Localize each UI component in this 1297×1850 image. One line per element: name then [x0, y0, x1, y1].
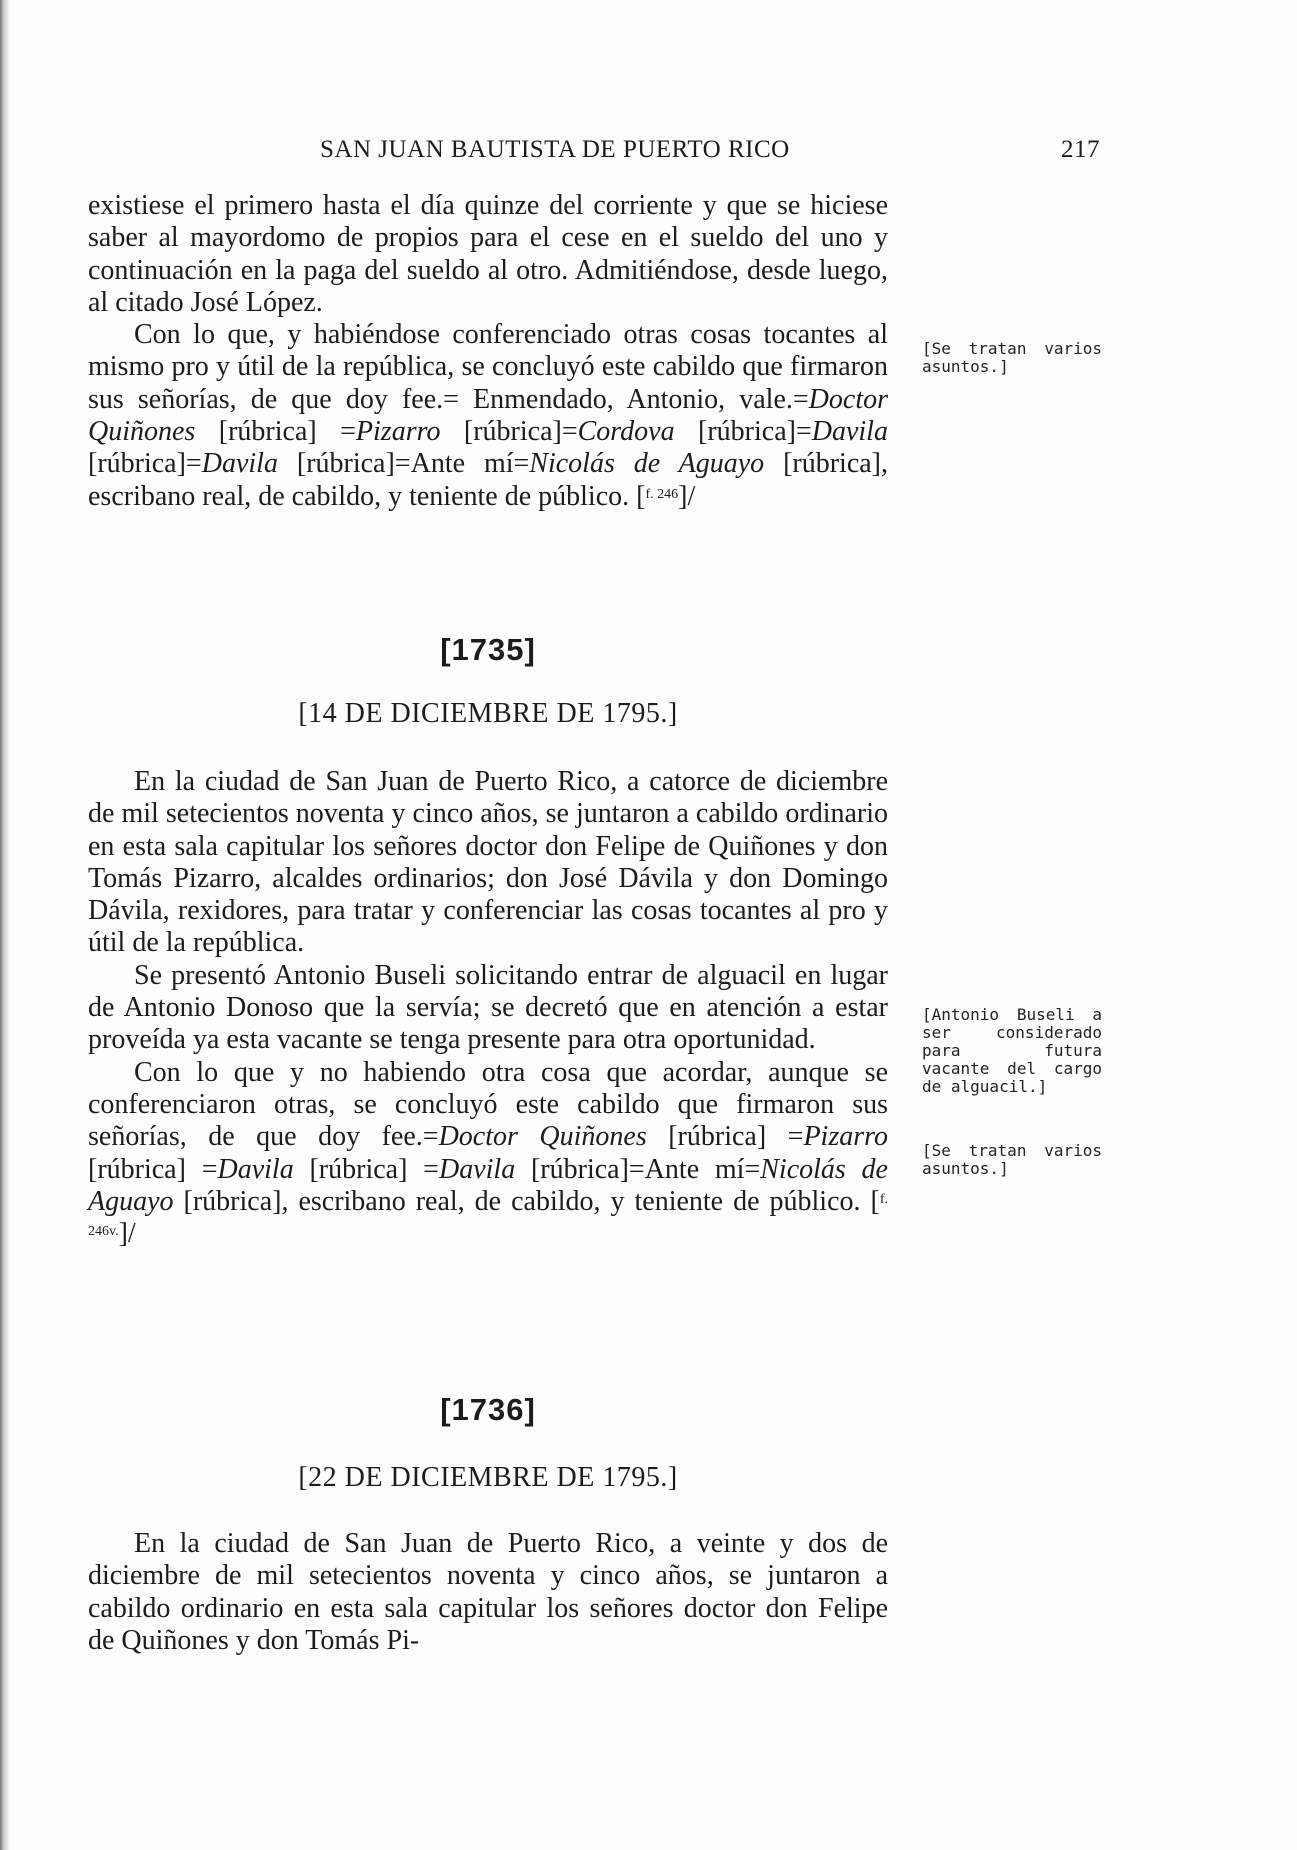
document-number-1735: [1735]	[440, 632, 536, 667]
rubrica-2: [rúbrica]=	[440, 416, 578, 448]
rubrica-6: [rúbrica], escribano real, de cabildo, y teniente de público.	[88, 448, 889, 512]
signature-davila-2: Davila	[201, 448, 278, 480]
rubrica-1: [rúbrica] =	[646, 1121, 804, 1153]
signature-quinones: Doctor Quiñones	[438, 1121, 647, 1153]
signature-davila-1: Davila	[217, 1153, 294, 1185]
document-number-1736: [1736]	[440, 1392, 536, 1427]
running-head-title: SAN JUAN BAUTISTA DE PUERTO RICO	[320, 136, 790, 163]
signature-davila-1: Davila	[811, 416, 888, 448]
marginal-note-1: [Se tratan varios asuntos.]	[922, 339, 1102, 376]
continuation-text	[88, 190, 888, 513]
signature-quinones: Doctor Quiñones	[88, 383, 888, 448]
doc-1735-paragraph-3	[88, 1057, 888, 1251]
page-edge-shadow	[0, 0, 10, 1850]
rubrica-2: [rúbrica] =	[88, 1153, 218, 1185]
doc-1735-closing-text: Con lo que y no habiendo otra cosa que acordar, aunque se conferenciaron otras, se concluyó este cabildo que firmaron sus señorías, de que doy fee.=	[88, 1056, 888, 1153]
continuation-paragraph-1: existiese el primero hasta el día quinze del corriente y que se hiciese saber al mayordomo de propios para el cese en el sueldo del uno y continuación en la paga del sueldo al otro. Admitiéndose, desde luego, al citado José López.	[88, 190, 888, 318]
rubrica-1: [rúbrica] =	[195, 416, 356, 448]
rubrica-4: [rúbrica]=Ante mí=	[515, 1153, 761, 1185]
rubrica-4: [rúbrica]=	[88, 448, 202, 480]
document-1736-text	[88, 1528, 888, 1657]
signature-pizarro: Pizarro	[355, 416, 441, 448]
rubrica-5: [rúbrica]=Ante mí=	[277, 448, 530, 480]
folio-marker: [$^{f. 246v.}$]/	[88, 1185, 888, 1250]
document-1735-text	[88, 766, 888, 1250]
doc-1735-paragraph-2: Se presentó Antonio Buseli solicitando entrar de alguacil en lugar de Antonio Donoso que la servía; se decretó que en atención a estar proveída ya esta vacante se tenga presente para otra oportunidad.	[88, 959, 888, 1056]
signature-cordova: Cordova	[577, 416, 675, 448]
folio-marker: [$^{f. 246}$]/	[636, 480, 696, 512]
signature-aguayo: Nicolás de Aguayo	[529, 448, 765, 480]
signature-davila-2: Davila	[438, 1153, 516, 1185]
running-head	[88, 136, 1100, 170]
rubrica-3: [rúbrica] =	[293, 1153, 439, 1185]
rubrica-3: [rúbrica]=	[674, 416, 812, 448]
signature-aguayo: Nicolás de Aguayo	[88, 1153, 888, 1217]
continuation-paragraph-2	[88, 319, 888, 513]
rubrica-5: [rúbrica], escribano real, de cabildo, y teniente de público.	[173, 1185, 861, 1217]
document-date-1735: [14 DE DICIEMBRE DE 1795.]	[298, 698, 678, 729]
document-date-1736: [22 DE DICIEMBRE DE 1795.]	[298, 1462, 678, 1493]
page-number: 217	[1061, 136, 1100, 163]
signature-pizarro: Pizarro	[803, 1121, 888, 1153]
marginal-note-2: [Antonio Buseli a ser considerado para futura vacante del cargo de alguacil.]	[922, 1005, 1102, 1096]
doc-1736-paragraph-1: En la ciudad de San Juan de Puerto Rico, a veinte y dos de diciembre de mil setecientos noventa y cinco años, se juntaron a cabildo ordinario en esta sala capitular los señores doctor don Felipe de Quiñones y don Tomás Pi-	[88, 1528, 888, 1656]
continuation-closing-text: Con lo que, y habiéndose conferenciado otras cosas tocantes al mismo pro y útil de la república, se concluyó este cabildo que firmaron sus señorías, de que doy fee.= Enmendado, Antonio, vale.=	[88, 319, 888, 415]
doc-1735-paragraph-1: En la ciudad de San Juan de Puerto Rico, a catorce de diciembre de mil setecientos noventa y cinco años, se juntaron a cabildo ordinario en esta sala capitular los señores doctor don Felipe de Quiñones y don Tomás Pizarro, alcaldes ordinarios; don José Dávila y don Domingo Dávila, rexidores, para tratar y conferenciar las cosas tocantes al pro y útil de la república.	[88, 766, 888, 959]
marginal-note-3: [Se tratan varios asuntos.]	[922, 1141, 1102, 1178]
